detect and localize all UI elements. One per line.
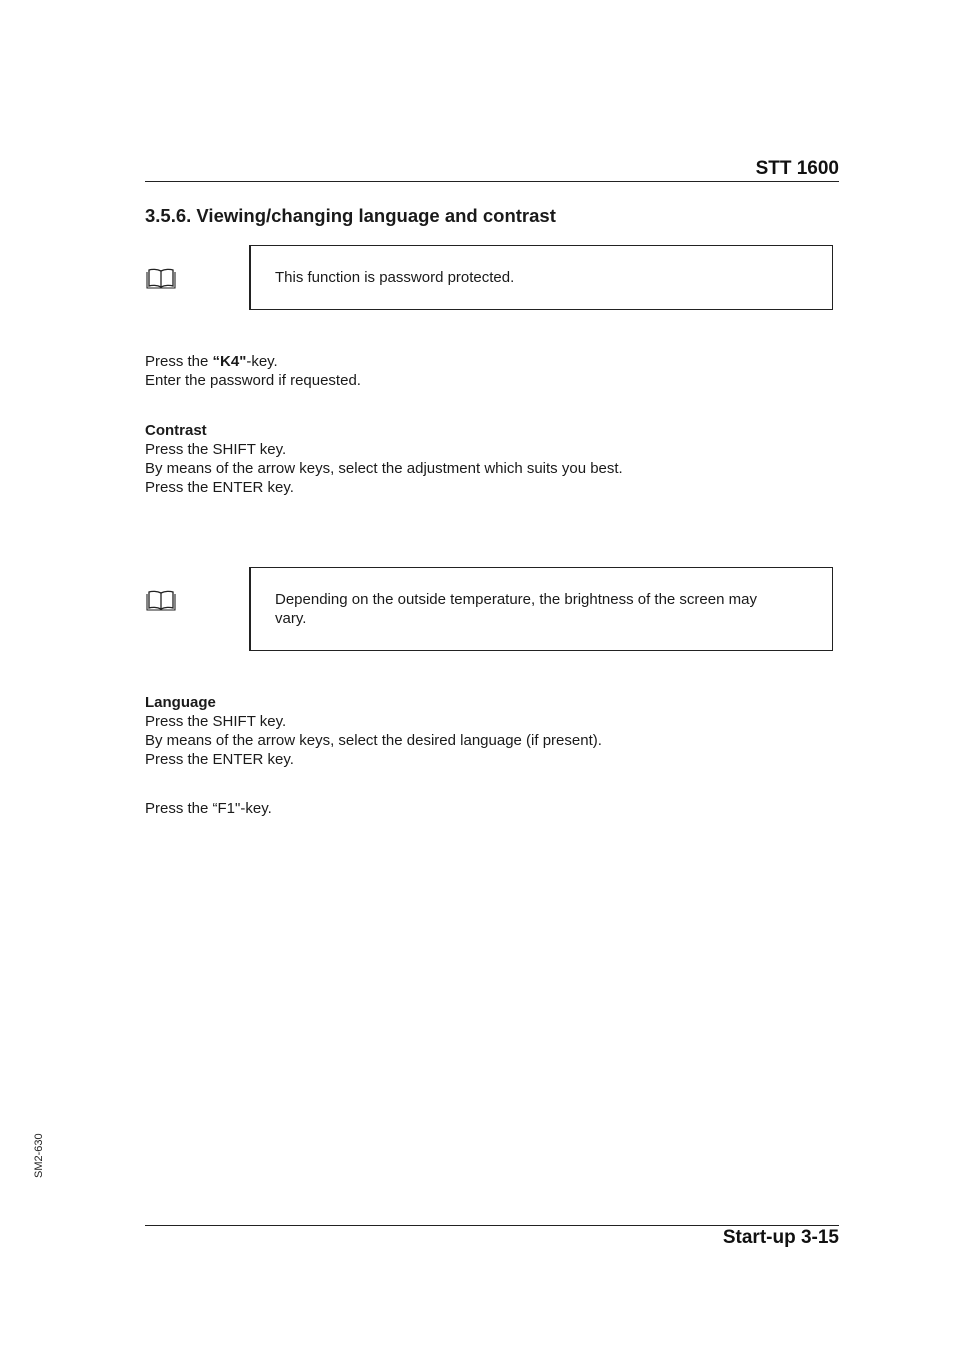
note-text-line: vary. <box>275 610 307 627</box>
footer-rule <box>145 1225 839 1226</box>
final-step: Press the “F1"-key. <box>145 800 272 817</box>
contrast-step: Press the SHIFT key. <box>145 441 287 458</box>
contrast-step: Press the ENTER key. <box>145 479 294 496</box>
document-code: SM2-630 <box>33 1133 45 1178</box>
note-box <box>249 567 833 651</box>
press-k4-line: Press the “K4"-key. <box>145 353 278 370</box>
header-title: STT 1600 <box>755 158 839 179</box>
contrast-step: By means of the arrow keys, select the adjustment which suits you best. <box>145 460 623 477</box>
key-name: “K4" <box>212 353 247 370</box>
note-box <box>249 245 833 310</box>
header-rule <box>145 181 839 182</box>
language-step: Press the SHIFT key. <box>145 713 287 730</box>
note-text: This function is password protected. <box>275 269 515 286</box>
language-heading: Language <box>145 694 216 711</box>
section-title: 3.5.6. Viewing/changing language and contrast <box>145 205 556 226</box>
contrast-section <box>145 421 623 497</box>
intro-text <box>145 352 361 390</box>
note-text-line: Depending on the outside temperature, the brightness of the screen may <box>275 591 757 608</box>
footer-title: Start-up 3-15 <box>722 1227 839 1248</box>
book-icon <box>146 267 176 289</box>
language-step: Press the ENTER key. <box>145 751 294 768</box>
password-line: Enter the password if requested. <box>145 372 361 389</box>
contrast-heading: Contrast <box>145 422 207 439</box>
book-icon <box>146 589 176 611</box>
language-section <box>145 693 602 769</box>
language-step: By means of the arrow keys, select the desired language (if present). <box>145 732 602 749</box>
